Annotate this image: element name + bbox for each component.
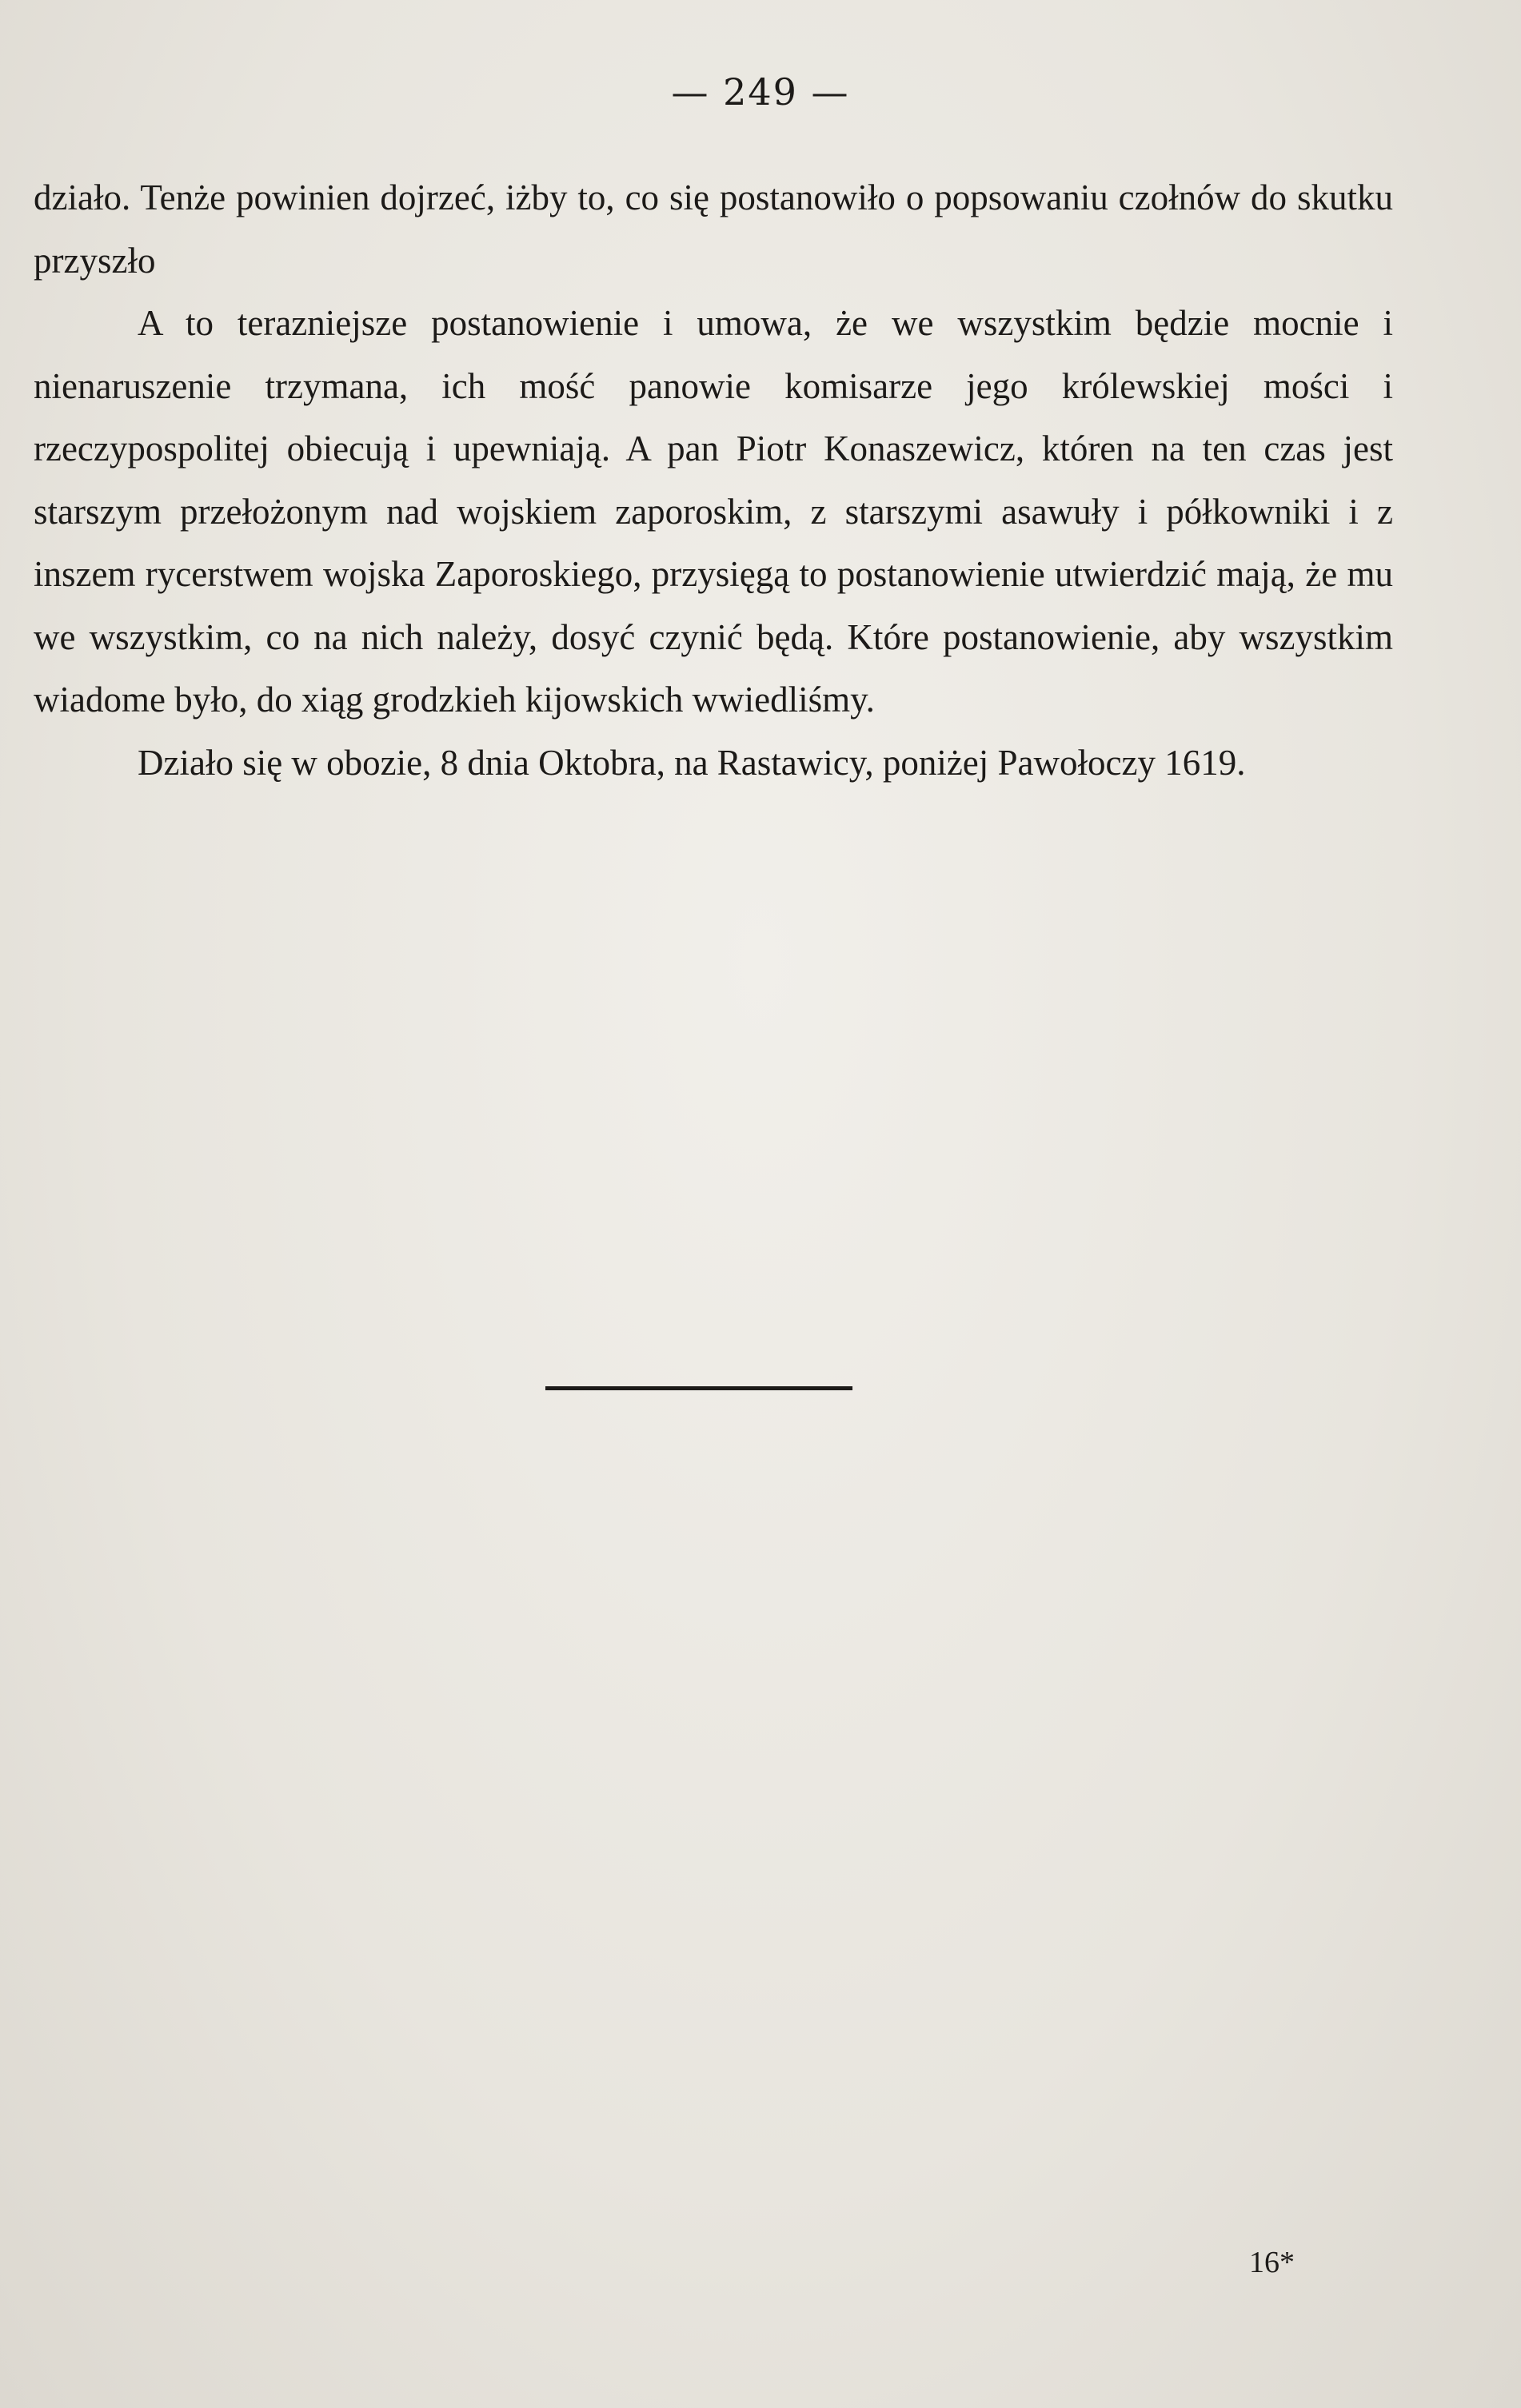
section-divider	[545, 1386, 852, 1390]
printer-signature: 16*	[1249, 2246, 1295, 2279]
paragraph-1: działo. Tenże powinien dojrzeć, iżby to, co się postanowiło o popsowaniu czołnów do skutku przyszło	[34, 177, 1393, 281]
paragraph-2: A to terazniejsze postanowienie i umowa, że we wszystkim będzie mocnie i nienaruszenie trzymana, ich mość panowie komisarze jego królewskiej mości i rzeczypospolitej obiecują i upewniają. A pan Piotr Konaszewicz, któren na ten czas jest starszym przełożonym nad wojskiem zaporoskim, z starszymi asawuły i półkowniki i z inszem rycerstwem wojska Zaporoskiego, przysięgą to postanowienie utwierdzić mają, że mu we wszystkim, co na nich należy, dosyć czynić będą. Które postanowienie, aby wszystkim wiadome było, do xiąg grodzkieh kijowskich wwiedliśmy.	[34, 303, 1393, 720]
paragraph-3: Działo się w obozie, 8 dnia Oktobra, na Rastawicy, poniżej Pawołoczy 1619.	[138, 742, 1246, 783]
page-number: — 249 —	[671, 70, 850, 114]
body-text	[34, 166, 1393, 794]
